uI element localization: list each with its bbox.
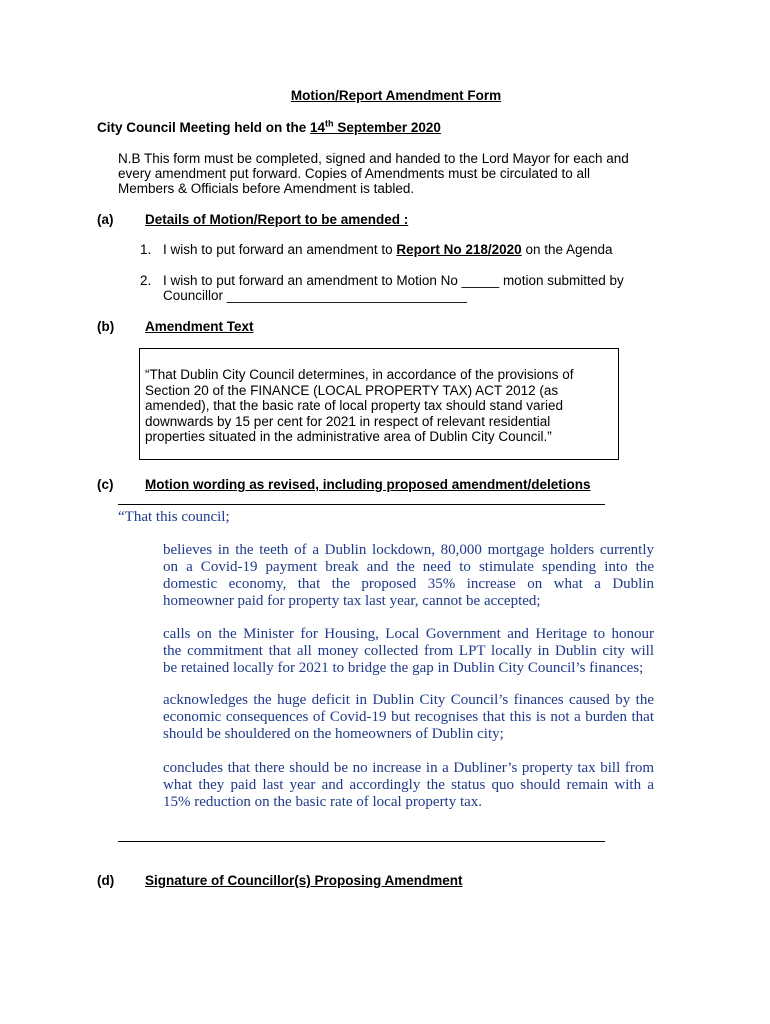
motion-line: concludes that there should be no increase in a Dubliner’s property tax bill from: [163, 760, 654, 776]
item-1-number: 1.: [140, 242, 152, 257]
section-a-marker: (a): [97, 212, 114, 227]
motion-line: on a Covid-19 payment break and the need to stimulate spending into the: [163, 559, 654, 575]
nb-line: every amendment put forward. Copies of Amendments must be circulated to all: [118, 166, 590, 181]
meeting-day: 14: [310, 120, 326, 135]
amendment-line: amended), that the basic rate of local property tax should stand varied: [145, 398, 563, 413]
section-d-heading: Signature of Councillor(s) Proposing Amendment: [145, 873, 463, 888]
motion-line: calls on the Minister for Housing, Local Government and Heritage to honour: [163, 626, 654, 642]
amendment-line: Section 20 of the FINANCE (LOCAL PROPERTY TAX) ACT 2012 (as: [145, 382, 559, 398]
meeting-line: [97, 120, 441, 135]
motion-paragraph-3: [163, 692, 654, 743]
meeting-day-suffix: th: [325, 118, 334, 129]
item-2-number: 2.: [140, 273, 152, 288]
item-1-text: [163, 242, 613, 257]
nb-note: [118, 151, 629, 196]
form-title: Motion/Report Amendment Form: [290, 88, 502, 103]
amendment-line: properties situated in the administrative area of Dublin City Council.”: [145, 429, 552, 444]
councillor-field: Councillor ________________________________: [163, 288, 468, 303]
item-1-post: on the Agenda: [525, 242, 613, 257]
motion-line: the commitment that all money collected from LPT locally in Dublin city will: [163, 643, 654, 659]
item-1-pre: I wish to put forward an amendment to: [163, 242, 393, 257]
motion-paragraph-1: [163, 542, 654, 610]
motion-line: homeowner paid for property tax last year, cannot be accepted;: [163, 593, 541, 609]
nb-line: N.B This form must be completed, signed and handed to the Lord Mayor for each and: [118, 151, 629, 166]
motion-line: be retained locally for 2021 to bridge the gap in Dublin City Council’s finances;: [163, 660, 644, 676]
motion-line: 15% reduction on the basic rate of local property tax.: [163, 794, 483, 810]
motion-paragraph-4: [163, 760, 654, 811]
motion-line: believes in the teeth of a Dublin lockdown, 80,000 mortgage holders currently: [163, 542, 654, 558]
divider-top: [118, 504, 605, 505]
amendment-text: [145, 367, 573, 445]
report-number: Report No 218/2020: [396, 242, 522, 257]
amendment-line: “That Dublin City Council determines, in accordance of the provisions of: [145, 367, 574, 382]
motion-opening: “That this council;: [118, 509, 230, 525]
amendment-line: downwards by 15 per cent for 2021 in respect of relevant residential: [145, 413, 551, 429]
motion-line: what they paid last year and accordingly the status quo should remain with a: [163, 777, 654, 793]
section-a-heading: Details of Motion/Report to be amended :: [145, 212, 409, 227]
item-2-text: [163, 273, 624, 303]
meeting-prefix: City Council Meeting held on the: [97, 120, 307, 135]
motion-line: economic consequences of Covid-19 but recognises that this is not a burden that: [163, 709, 654, 725]
motion-paragraph-2: [163, 626, 654, 677]
motion-line: acknowledges the huge deficit in Dublin City Council’s finances caused by the: [163, 692, 654, 708]
section-c-heading: Motion wording as revised, including proposed amendment/deletions: [145, 477, 591, 492]
section-b-heading: Amendment Text: [145, 319, 254, 334]
item-2-line: I wish to put forward an amendment to Motion No _____ motion submitted by: [163, 273, 624, 288]
section-c-marker: (c): [97, 477, 114, 492]
meeting-month-year: September 2020: [337, 120, 441, 135]
motion-line: should be shouldered on the homeowners of Dublin city;: [163, 726, 504, 742]
meeting-date: [310, 120, 441, 135]
nb-line: Members & Officials before Amendment is tabled.: [118, 181, 415, 196]
divider-bottom: [118, 841, 605, 842]
section-b-marker: (b): [97, 319, 115, 334]
section-d-marker: (d): [97, 873, 115, 888]
motion-line: domestic economy, that the proposed 35% increase on what a Dublin: [163, 576, 654, 592]
